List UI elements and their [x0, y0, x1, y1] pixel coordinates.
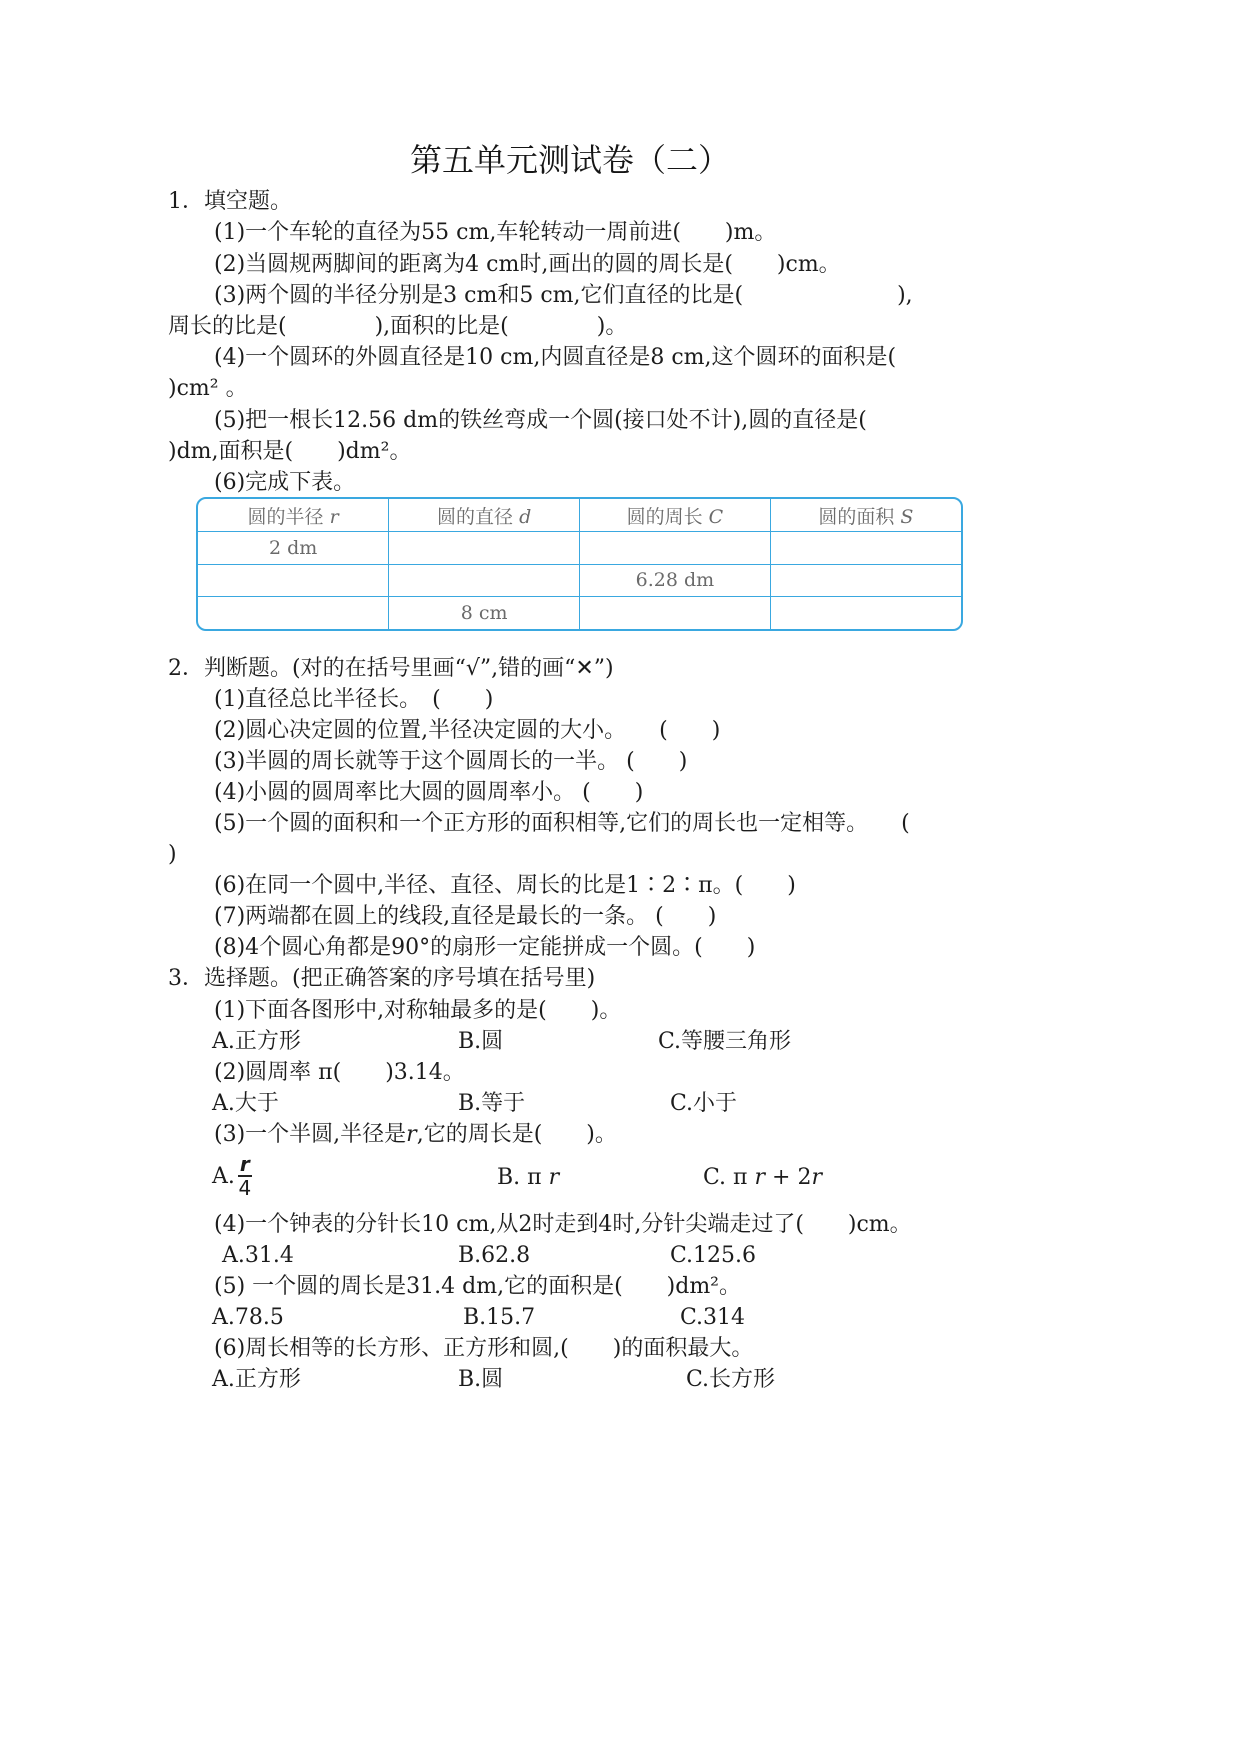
- judge-question-5-continued: ): [168, 842, 177, 867]
- choice-3-option-b: B. π r: [497, 1165, 560, 1190]
- table-cell: [198, 597, 389, 630]
- fill-question-5: (5)把一根长12.56 dm的铁丝弯成一个圆(接口处不计),圆的直径是(: [214, 408, 867, 433]
- choice-question-2: (2)圆周率 π( )3.14。: [214, 1060, 465, 1085]
- choice-2-option-b: B.等于: [458, 1091, 526, 1116]
- section-heading-fill: 1．填空题。: [168, 189, 292, 214]
- variable-r: r: [754, 1165, 766, 1190]
- choice-question-6: (6)周长相等的长方形、正方形和圆,( )的面积最大。: [214, 1336, 754, 1361]
- option-letter: A.: [212, 1164, 235, 1189]
- choice-question-5: (5) 一个圆的周长是31.4 dm,它的面积是( )dm²。: [214, 1274, 742, 1299]
- stem-text: ,它的周长是( )。: [416, 1122, 617, 1147]
- judge-question-8: (8)4个圆心角都是90°的扇形一定能拼成一个圆。( ): [214, 935, 756, 960]
- choice-3-option-c: C. π r + 2r: [703, 1165, 822, 1190]
- choice-question-4: (4)一个钟表的分针长10 cm,从2时走到4时,分针尖端走过了( )cm。: [214, 1212, 912, 1237]
- choice-6-option-b: B.圆: [458, 1367, 504, 1392]
- fill-question-3-continued: 周长的比是( ),面积的比是( )。: [168, 314, 628, 339]
- table-header-circumference: 圆的周长 C: [580, 499, 771, 532]
- variable-r: r: [406, 1122, 417, 1147]
- choice-6-option-c: C.长方形: [686, 1367, 776, 1392]
- choice-1-option-b: B.圆: [458, 1029, 504, 1054]
- choice-question-3: [214, 1119, 617, 1150]
- fraction-denominator: 4: [238, 1176, 252, 1200]
- table-cell: [389, 564, 580, 597]
- fill-question-4: (4)一个圆环的外圆直径是10 cm,内圆直径是8 cm,这个圆环的面积是(: [214, 345, 897, 370]
- circle-table: [196, 497, 963, 631]
- table-row: [198, 564, 961, 597]
- choice-1-option-c: C.等腰三角形: [658, 1029, 792, 1054]
- table-cell: 6.28 dm: [580, 564, 771, 597]
- judge-question-2: (2)圆心决定圆的位置,半径决定圆的大小。 ( ): [214, 718, 721, 743]
- fill-question-6: (6)完成下表。: [214, 470, 356, 495]
- judge-question-3: (3)半圆的周长就等于这个圆周长的一半。 ( ): [214, 749, 688, 774]
- table-row: [198, 532, 961, 565]
- choice-2-option-c: C.小于: [670, 1091, 738, 1116]
- section-heading-judge: 2．判断题。(对的在括号里画“√”,错的画“✕”): [168, 656, 614, 681]
- judge-question-5: (5)一个圆的面积和一个正方形的面积相等,它们的周长也一定相等。 (: [214, 811, 910, 836]
- table-cell: [580, 532, 771, 565]
- table-cell: [770, 597, 961, 630]
- section-heading-choice: 3．选择题。(把正确答案的序号填在括号里): [168, 966, 596, 991]
- fill-question-5-continued: )dm,面积是( )dm²。: [168, 439, 412, 464]
- table-header-row: [198, 499, 961, 532]
- judge-question-6: (6)在同一个圆中,半径、直径、周长的比是1∶2∶π。( ): [214, 873, 796, 898]
- choice-5-option-c: C.314: [680, 1305, 746, 1330]
- table-cell: [770, 564, 961, 597]
- table-cell: [580, 597, 771, 630]
- fill-question-1: (1)一个车轮的直径为55 cm,车轮转动一周前进( )m。: [214, 220, 777, 245]
- choice-4-option-b: B.62.8: [458, 1243, 531, 1268]
- fill-question-4-continued: )cm² 。: [168, 376, 248, 401]
- table-cell: [770, 532, 961, 565]
- table-header-radius: 圆的半径 r: [198, 499, 389, 532]
- table-row: [198, 597, 961, 630]
- stem-text: (3)一个半圆,半径是: [214, 1122, 407, 1147]
- choice-4-option-c: C.125.6: [670, 1243, 757, 1268]
- table-header-diameter: 圆的直径 d: [389, 499, 580, 532]
- table-cell: 8 cm: [389, 597, 580, 630]
- choice-6-option-a: A.正方形: [212, 1367, 301, 1392]
- judge-question-4: (4)小圆的圆周率比大圆的圆周率小。 ( ): [214, 780, 644, 805]
- fraction: [238, 1154, 252, 1200]
- choice-4-option-a: A.31.4: [222, 1243, 294, 1268]
- choice-3-option-a: [212, 1154, 252, 1200]
- fraction-numerator: r: [239, 1152, 250, 1176]
- judge-question-7: (7)两端都在圆上的线段,直径是最长的一条。 ( ): [214, 904, 717, 929]
- choice-5-option-a: A.78.5: [212, 1305, 284, 1330]
- table-cell: [198, 564, 389, 597]
- circle-table-grid: [198, 499, 961, 629]
- table-cell: 2 dm: [198, 532, 389, 565]
- variable-r: r: [811, 1165, 822, 1190]
- judge-question-1: (1)直径总比半径长。 ( ): [214, 687, 494, 712]
- page-title: 第五单元测试卷（二）: [409, 141, 730, 179]
- fill-question-3: (3)两个圆的半径分别是3 cm和5 cm,它们直径的比是( ),: [214, 283, 913, 308]
- choice-2-option-a: A.大于: [212, 1091, 279, 1116]
- table-cell: [389, 532, 580, 565]
- fill-question-2: (2)当圆规两脚间的距离为4 cm时,画出的圆的周长是( )cm。: [214, 252, 841, 277]
- variable-r: r: [548, 1165, 560, 1190]
- choice-5-option-b: B.15.7: [463, 1305, 536, 1330]
- choice-1-option-a: A.正方形: [212, 1029, 301, 1054]
- table-header-area: 圆的面积 S: [770, 499, 961, 532]
- choice-question-1: (1)下面各图形中,对称轴最多的是( )。: [214, 998, 622, 1023]
